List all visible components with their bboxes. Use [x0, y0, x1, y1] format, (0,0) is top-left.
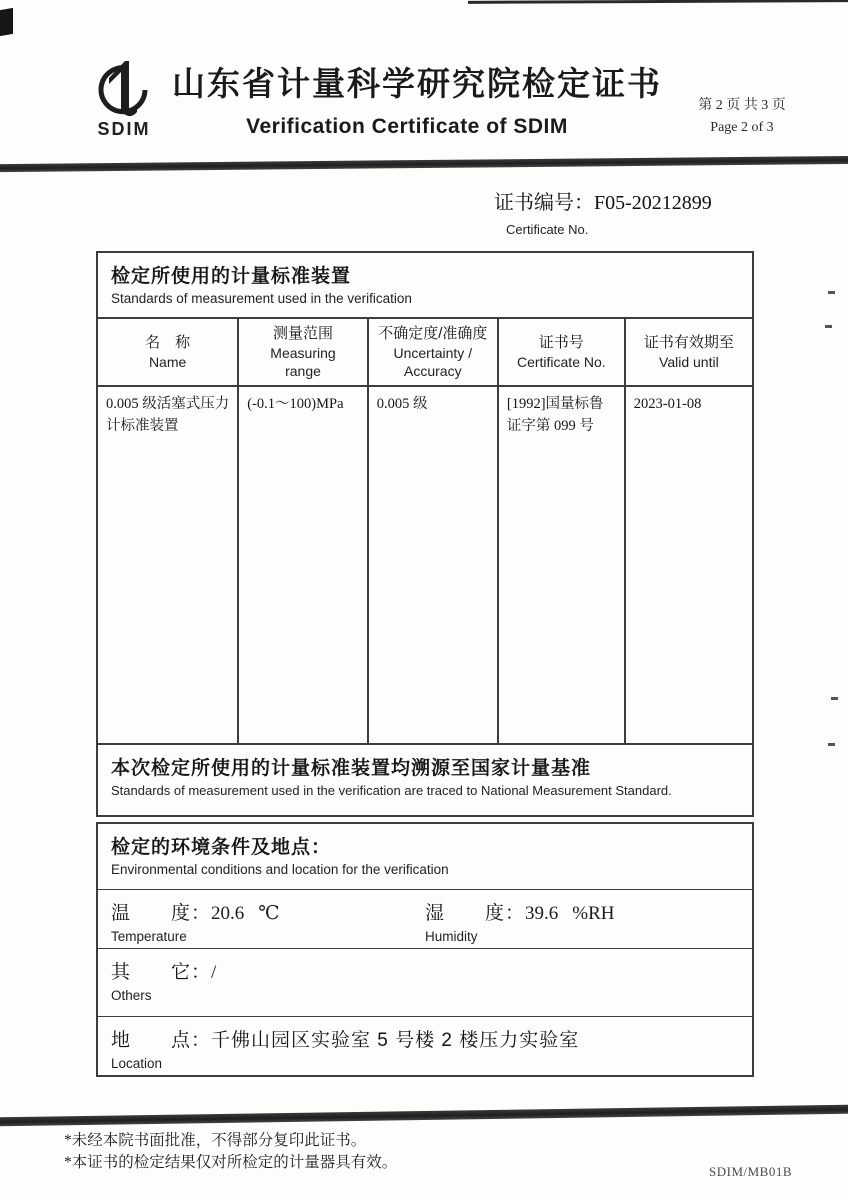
others-field — [98, 949, 752, 1017]
location-label-en: Location — [111, 1056, 163, 1071]
environment-section-header — [98, 824, 752, 890]
footer-note-1: *未经本院书面批准，不得部分复印此证书。 — [64, 1132, 367, 1149]
scan-speck — [828, 291, 835, 294]
certificate-number-label-zh: 证书编号： — [494, 192, 594, 214]
footer-notes — [64, 1130, 397, 1175]
sdim-logo-text: SDIM — [97, 119, 151, 139]
document-code: SDIM/MB01B — [709, 1164, 793, 1179]
cell-uncertainty: 0.005 级 — [369, 387, 499, 743]
scan-speck — [825, 325, 832, 328]
cell-standard-name: 0.005 级活塞式压力计标准装置 — [98, 387, 239, 743]
humidity-value: 39.6 — [525, 902, 559, 924]
column-header-uncertainty-zh: 不确定度/准确度 — [378, 325, 488, 343]
column-header-certno — [499, 319, 626, 385]
title-block — [172, 58, 662, 139]
standards-table-header-row — [98, 319, 752, 387]
temperature-humidity-row — [98, 890, 752, 950]
humidity-label-zh: 湿 度： — [425, 902, 526, 924]
scan-speck — [831, 697, 838, 700]
sdim-logo-icon — [94, 56, 154, 122]
traced-statement — [98, 745, 752, 815]
column-header-uncertainty-en: Uncertainty / Accuracy — [393, 344, 473, 379]
column-header-range-en: Measuring range — [270, 344, 336, 379]
column-header-certno-en: Certificate No. — [516, 353, 606, 370]
column-header-validuntil-en: Valid until — [659, 353, 719, 370]
standards-title-zh: 检定所使用的计量标准装置 — [111, 266, 352, 287]
page-title-en: Verification Certificate of SDIM — [246, 115, 568, 138]
temperature-field — [111, 898, 425, 945]
footer-note-2: *本证书的检定结果仅对所检定的计量器具有效。 — [64, 1154, 398, 1172]
humidity-label-en: Humidity — [425, 928, 478, 944]
standards-table — [96, 251, 754, 817]
page-title-zh: 山东省计量科学研究院检定证书 — [172, 67, 662, 103]
others-label-en: Others — [111, 988, 152, 1004]
temperature-value: 20.6 — [211, 902, 245, 924]
cell-certificate-no: [1992]国量标鲁证字第 099 号 — [499, 387, 626, 743]
standards-table-data-row — [98, 387, 752, 745]
scan-edge-line — [468, 0, 848, 4]
column-header-name-en: Name — [148, 353, 187, 370]
scan-speck — [828, 743, 835, 746]
environment-title-en: Environmental conditions and location for the verification — [111, 862, 449, 877]
page-number-en: Page 2 of 3 — [710, 120, 774, 136]
column-header-name-zh: 名 称 — [145, 334, 191, 352]
others-label-zh: 其 它： — [111, 962, 212, 984]
cell-measuring-range: (-0.1～100)MPa — [239, 387, 368, 743]
column-header-validuntil — [626, 319, 752, 385]
humidity-unit: %RH — [572, 902, 615, 924]
environment-title-zh: 检定的环境条件及地点： — [111, 837, 332, 858]
environment-table — [96, 822, 754, 1077]
humidity-field — [425, 898, 739, 945]
page-number — [672, 95, 812, 140]
standards-title-en: Standards of measurement used in the verification — [111, 291, 412, 306]
others-value: / — [211, 962, 217, 984]
location-label-zh: 地 点： — [111, 1030, 212, 1051]
temperature-label-zh: 温 度： — [111, 902, 212, 924]
column-header-range-zh: 测量范围 — [272, 325, 333, 343]
traced-statement-en: Standards of measurement used in the verification are traced to National Measurement Standard. — [111, 783, 672, 798]
header-divider-bar — [0, 156, 848, 172]
temperature-unit: ℃ — [258, 902, 280, 924]
column-header-validuntil-zh: 证书有效期至 — [643, 334, 734, 352]
standards-section-header — [98, 253, 752, 319]
page-number-zh: 第 2 页 共 3 页 — [698, 98, 786, 113]
location-field — [98, 1017, 752, 1075]
cell-valid-until: 2023-01-08 — [633, 396, 702, 412]
sdim-logo — [86, 56, 162, 140]
scan-mark-top-left — [0, 8, 13, 36]
traced-statement-zh: 本次检定所使用的计量标准装置均溯源至国家计量基准 — [111, 758, 592, 779]
certificate-number-block — [494, 186, 712, 237]
column-header-certno-zh: 证书号 — [538, 334, 584, 352]
certificate-number-value: F05-20212899 — [594, 192, 712, 214]
footer-divider-bar — [0, 1105, 848, 1127]
column-header-range — [239, 319, 368, 385]
location-value: 千佛山园区实验室 5 号楼 2 楼压力实验室 — [211, 1030, 580, 1051]
temperature-label-en: Temperature — [111, 928, 187, 944]
column-header-name — [98, 319, 239, 385]
certificate-number-label-en: Certificate No. — [506, 222, 589, 237]
column-header-uncertainty — [369, 319, 499, 385]
